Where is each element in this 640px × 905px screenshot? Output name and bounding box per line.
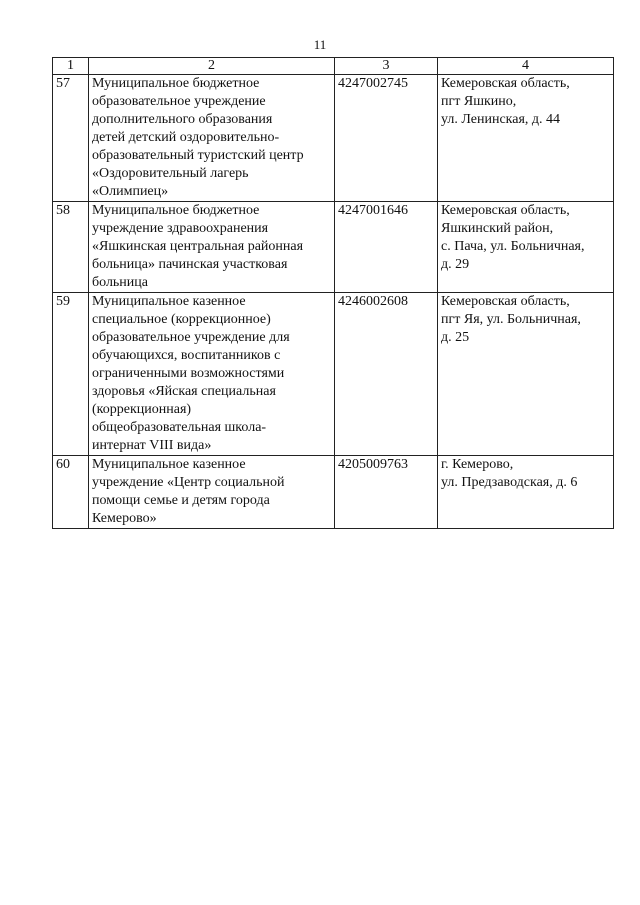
organization-name-cell [89, 456, 335, 529]
name-line: учреждение здравоохранения [92, 221, 269, 236]
address-line: д. 25 [441, 330, 470, 345]
address-cell [438, 293, 614, 456]
row-number-cell: 58 [53, 202, 89, 293]
name-line: дополнительного образования [92, 112, 273, 127]
organization-name-cell [89, 293, 335, 456]
name-line: «Оздоровительный лагерь [92, 166, 249, 181]
name-line: образовательное учреждение для [92, 330, 290, 345]
name-line: Муниципальное казенное [92, 294, 246, 309]
organization-name-cell [89, 202, 335, 293]
address-line: пгт Яя, ул. Больничная, [441, 312, 581, 327]
address-line: Яшкинский район, [441, 221, 554, 236]
address-cell [438, 202, 614, 293]
table-row [53, 75, 614, 202]
name-line: помощи семье и детям города [92, 493, 270, 508]
inn-cell: 4247002745 [335, 75, 438, 202]
table-row [53, 202, 614, 293]
organization-name-cell [89, 75, 335, 202]
row-number-cell: 60 [53, 456, 89, 529]
table-header-row [53, 58, 614, 75]
header-cell-4: 4 [438, 58, 614, 75]
inn-cell: 4247001646 [335, 202, 438, 293]
name-line: общеобразовательная школа- [92, 420, 267, 435]
name-line: специальное (коррекционное) [92, 312, 271, 327]
address-cell [438, 456, 614, 529]
name-line: (коррекционная) [92, 402, 192, 417]
name-line: Муниципальное казенное [92, 457, 246, 472]
name-line: больница» пачинская участковая [92, 257, 288, 272]
name-line: Кемерово» [92, 511, 157, 526]
header-cell-1: 1 [53, 58, 89, 75]
name-line: образовательный туристский центр [92, 148, 304, 163]
header-cell-2: 2 [89, 58, 335, 75]
table-row [53, 293, 614, 456]
address-line: Кемеровская область, [441, 76, 570, 91]
address-line: ул. Предзаводская, д. 6 [441, 475, 578, 490]
row-number-cell: 57 [53, 75, 89, 202]
address-line: пгт Яшкино, [441, 94, 517, 109]
name-line: учреждение «Центр социальной [92, 475, 285, 490]
name-line: «Яшкинская центральная районная [92, 239, 304, 254]
address-line: г. Кемерово, [441, 457, 514, 472]
row-number-cell: 59 [53, 293, 89, 456]
inn-cell: 4205009763 [335, 456, 438, 529]
table-row [53, 456, 614, 529]
address-cell [438, 75, 614, 202]
header-cell-3: 3 [335, 58, 438, 75]
organizations-table [52, 57, 614, 529]
name-line: Муниципальное бюджетное [92, 203, 260, 218]
inn-cell: 4246002608 [335, 293, 438, 456]
address-line: Кемеровская область, [441, 203, 570, 218]
name-line: детей детский оздоровительно- [92, 130, 280, 145]
name-line: «Олимпиец» [92, 184, 169, 199]
address-line: ул. Ленинская, д. 44 [441, 112, 561, 127]
name-line: образовательное учреждение [92, 94, 266, 109]
address-line: д. 29 [441, 257, 470, 272]
address-line: Кемеровская область, [441, 294, 570, 309]
name-line: интернат VIII вида» [92, 438, 212, 453]
name-line: ограниченными возможностями [92, 366, 285, 381]
address-line: с. Пача, ул. Больничная, [441, 239, 585, 254]
name-line: обучающихся, воспитанников с [92, 348, 281, 363]
page-number: 11 [313, 37, 327, 52]
name-line: больница [92, 275, 148, 290]
name-line: здоровья «Яйская специальная [92, 384, 276, 399]
name-line: Муниципальное бюджетное [92, 76, 260, 91]
